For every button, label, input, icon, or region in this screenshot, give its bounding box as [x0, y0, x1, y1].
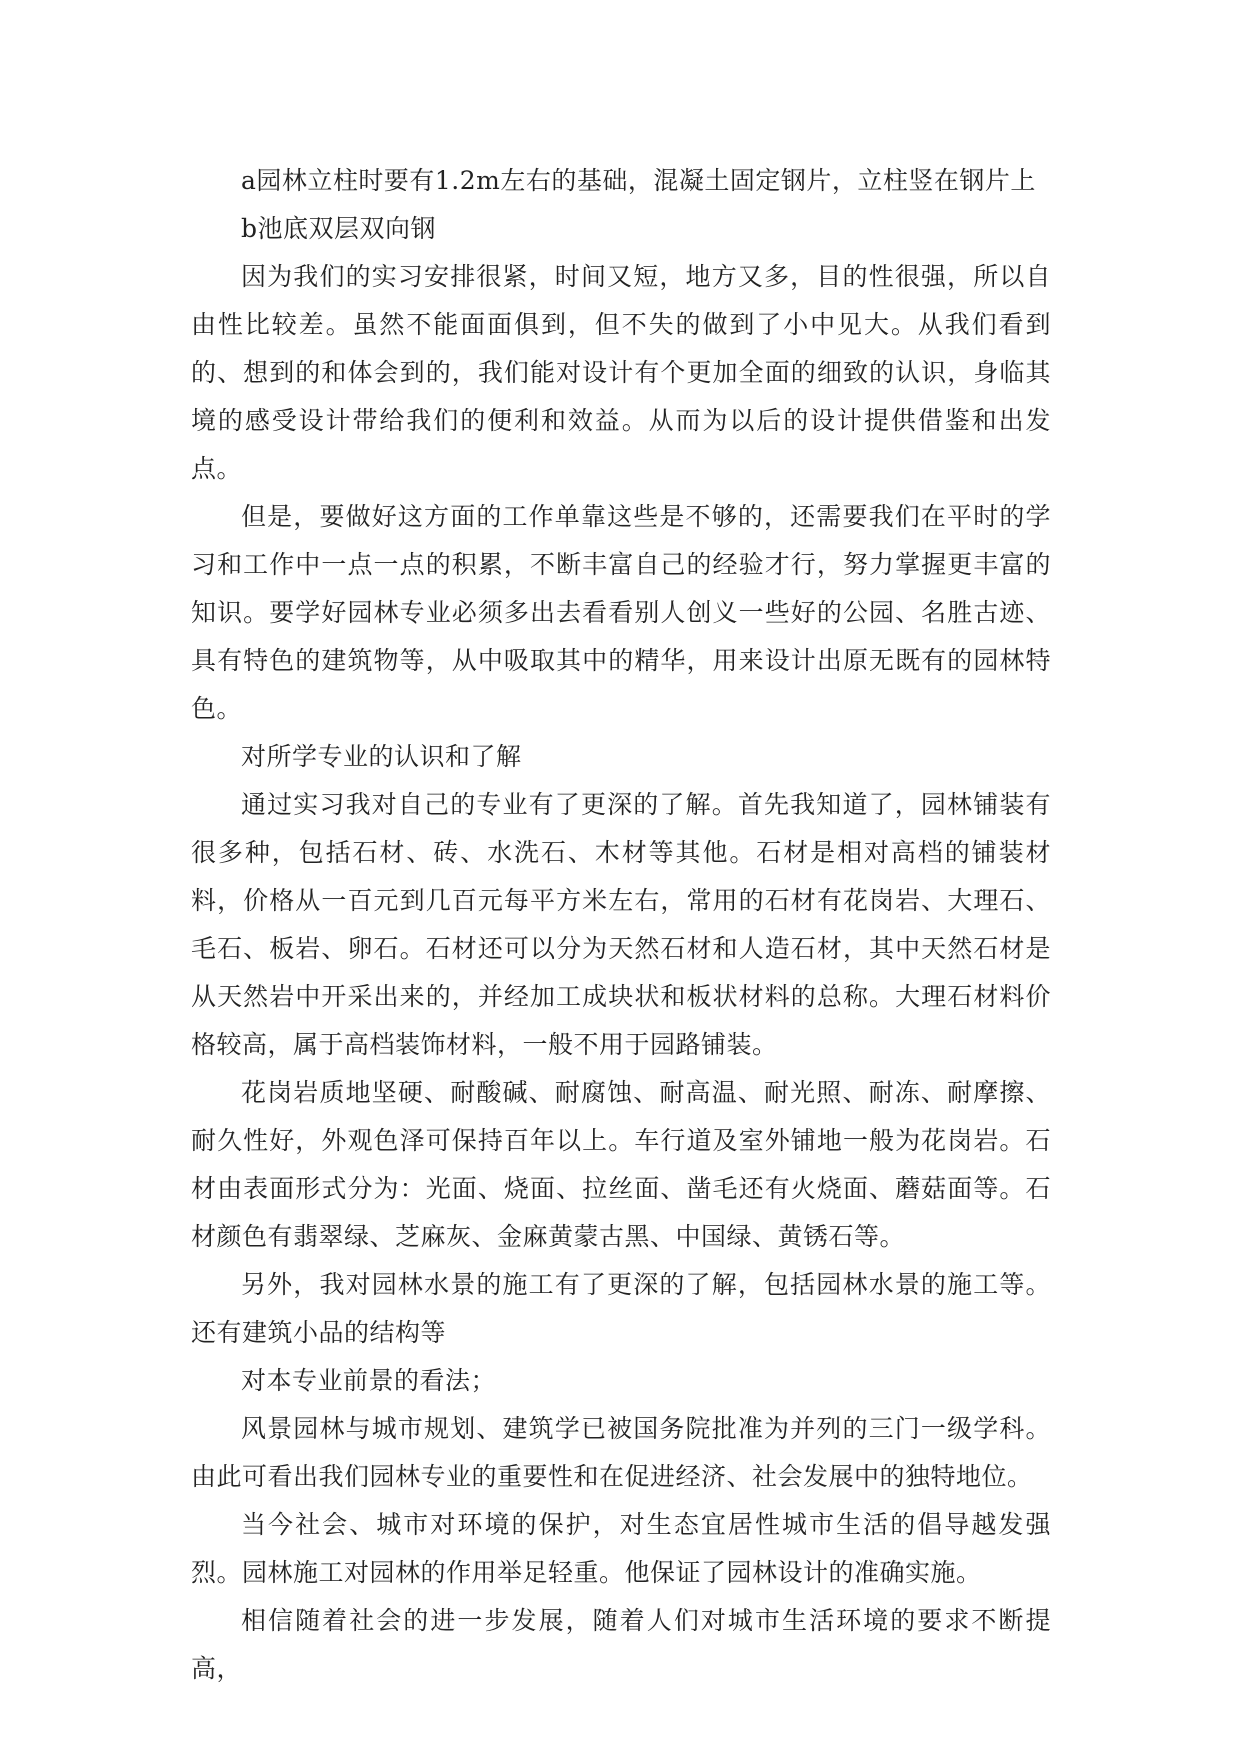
paragraph-future: 相信随着社会的进一步发展，随着人们对城市生活环境的要求不断提高， — [191, 1606, 1051, 1683]
paragraph-granite: 花岗岩质地坚硬、耐酸碱、耐腐蚀、耐高温、耐光照、耐冻、耐摩擦、耐久性好，外观色泽可保持百年以上。车行道及室外铺地一般为花岗岩。石材由表面形式分为：光面、烧面、拉丝面、凿毛还有火烧面、蘑菇面等。石材颜色有翡翠绿、芝麻灰、金麻黄蒙古黑、中国绿、黄锈石等。 — [191, 1078, 1051, 1251]
paragraph-pool-rebar-note: b池底双层双向钢 — [241, 214, 437, 243]
section-heading-prospects: 对本专业前景的看法； — [241, 1366, 497, 1395]
paragraph-accumulation: 但是，要做好这方面的工作单靠这些是不够的，还需要我们在平时的学习和工作中一点一点的积累，不断丰富自己的经验才行，努力掌握更丰富的知识。要学好园林专业必须多出去看看别人创义一些好的公园、名胜古迹、具有特色的建筑物等，从中吸取其中的精华，用来设计出原无既有的园林特色。 — [191, 502, 1051, 723]
paragraph-environment: 当今社会、城市对环境的保护，对生态宜居性城市生活的倡导越发强烈。园林施工对园林的作用举足轻重。他保证了园林设计的准确实施。 — [191, 1510, 1051, 1587]
paragraph-internship-schedule: 因为我们的实习安排很紧，时间又短，地方又多，目的性很强，所以自由性比较差。虽然不能面面俱到，但不失的做到了小中见大。从我们看到的、想到的和体会到的，我们能对设计有个更加全面的细致的认识，身临其境的感受设计带给我们的便利和效益。从而为以后的设计提供借鉴和出发点。 — [191, 262, 1051, 483]
section-heading-understanding: 对所学专业的认识和了解 — [241, 742, 522, 771]
paragraph-discipline-status: 风景园林与城市规划、建筑学已被国务院批准为并列的三门一级学科。由此可看出我们园林专业的重要性和在促进经济、社会发展中的独特地位。 — [191, 1414, 1051, 1491]
paragraph-paving-materials: 通过实习我对自己的专业有了更深的了解。首先我知道了，园林铺装有很多种，包括石材、砖、水洗石、木材等其他。石材是相对高档的铺装材料，价格从一百元到几百元每平方米左右，常用的石材有花岗岩、大理石、毛石、板岩、卵石。石材还可以分为天然石材和人造石材，其中天然石材是从天然岩中开采出来的，并经加工成块状和板状材料的总称。大理石材料价格较高，属于高档装饰材料，一般不用于园路铺装。 — [191, 790, 1051, 1059]
paragraph-waterscape: 另外，我对园林水景的施工有了更深的了解，包括园林水景的施工等。还有建筑小品的结构等 — [191, 1270, 1051, 1347]
document-body — [191, 157, 1051, 1693]
paragraph-foundation-note: a园林立柱时要有1.2m左右的基础，混凝土固定钢片，立柱竖在钢片上 — [241, 166, 1036, 195]
